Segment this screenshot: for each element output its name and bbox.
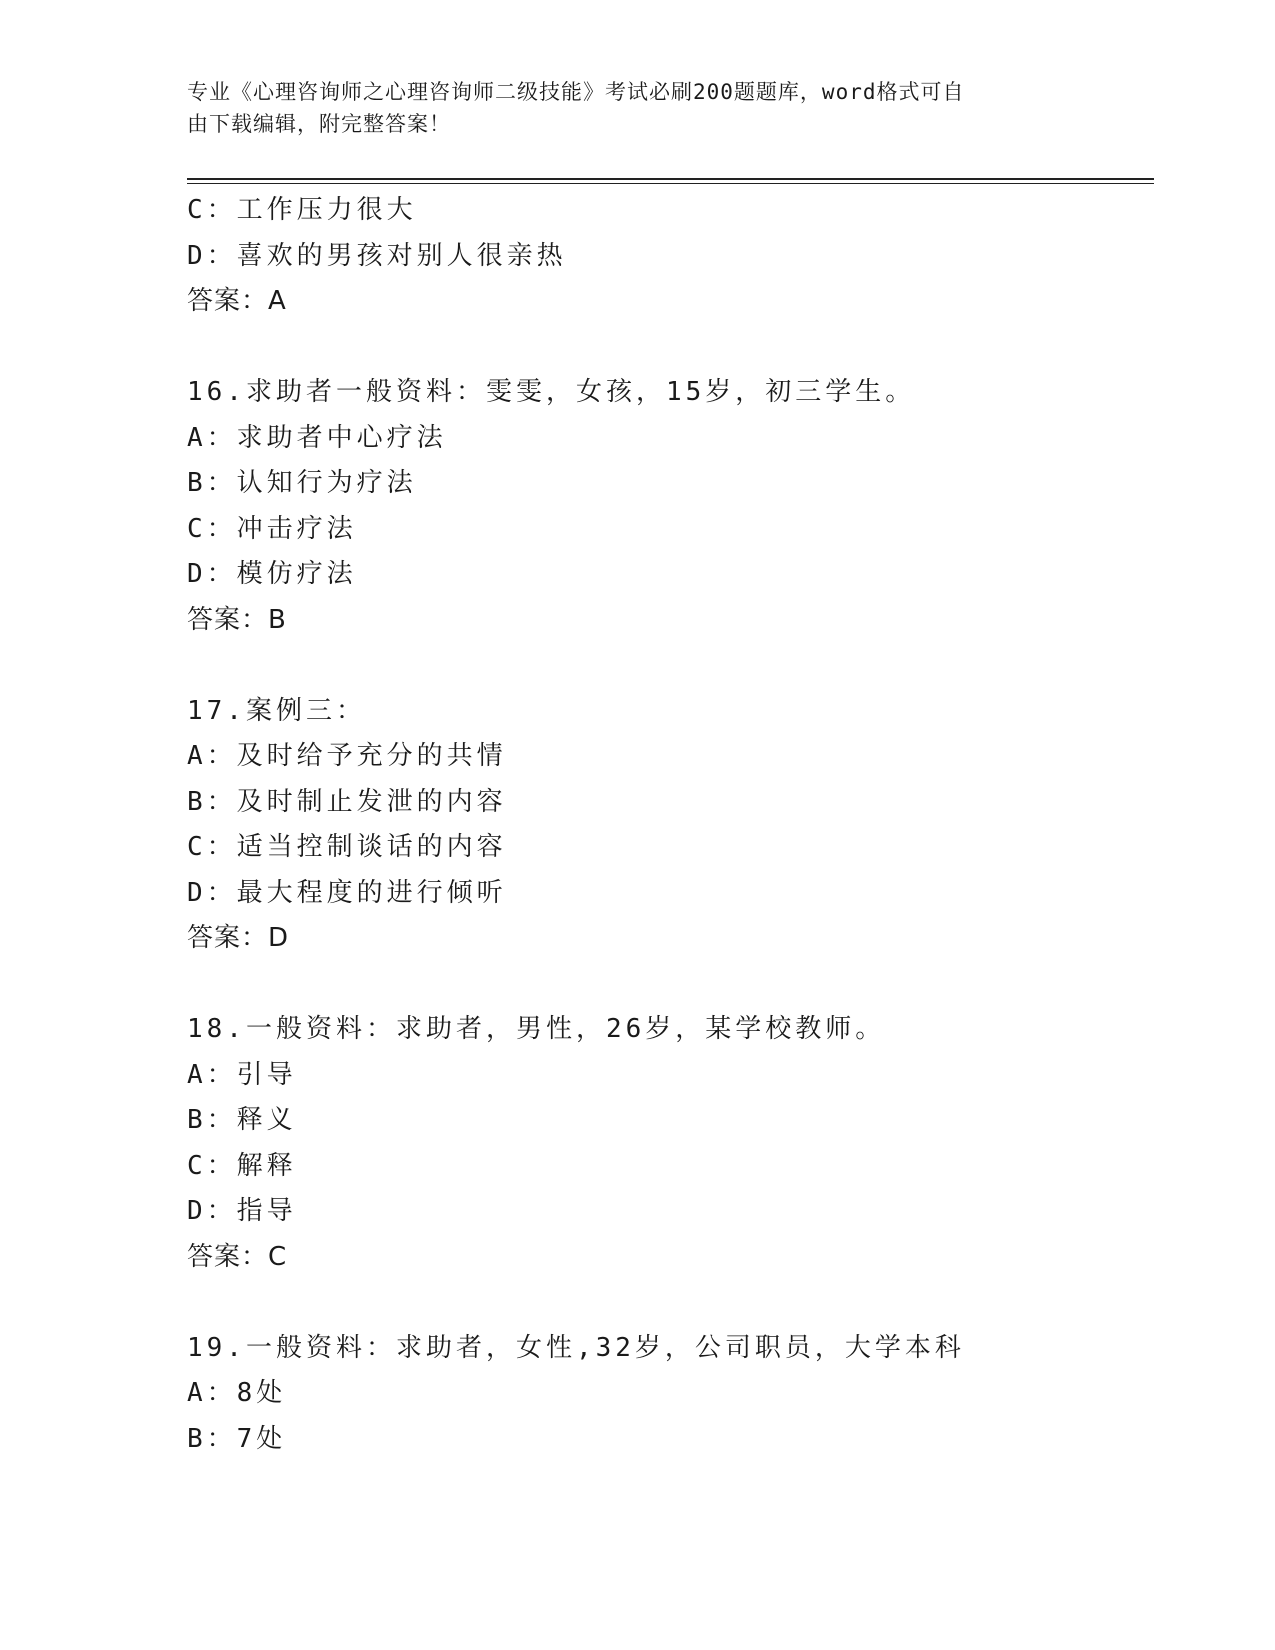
option-text: 最大程度的进行倾听 (236, 877, 507, 908)
option-d (187, 234, 1147, 280)
question-19 (187, 1326, 1147, 1463)
answer-line: 答案：D (187, 923, 290, 953)
option-label: B： (187, 468, 237, 498)
option-label: D： (187, 559, 237, 589)
option-label: A： (187, 741, 237, 771)
option-a (187, 1371, 1147, 1417)
option-text: 喜欢的男孩对别人很亲热 (236, 240, 567, 271)
option-text: 及时制止发泄的内容 (236, 786, 507, 817)
option-label: C： (187, 832, 237, 862)
option-label: B： (187, 786, 237, 817)
spacer (187, 325, 1147, 371)
header-divider-thin (187, 183, 1154, 184)
option-text: 释义 (236, 1105, 297, 1135)
question-stem: 16.求助者一般资料：雯雯，女孩，15岁，初三学生。 (187, 377, 916, 407)
option-text: 认知行为疗法 (236, 468, 417, 498)
option-label: B： (187, 1423, 237, 1454)
answer-line: 答案：B (187, 604, 287, 635)
option-text: 模仿疗法 (236, 559, 357, 589)
option-b (187, 780, 1147, 826)
answer-line: 答案：A (187, 286, 287, 316)
option-label: C： (187, 1150, 237, 1181)
option-text: 及时给予充分的共情 (236, 741, 507, 771)
question-16 (187, 370, 1147, 643)
option-text: 解释 (236, 1150, 297, 1181)
option-text: 指导 (236, 1196, 297, 1226)
option-text: 7处 (236, 1423, 287, 1454)
option-c (187, 188, 1147, 234)
option-label: D： (187, 877, 237, 908)
option-text: 求助者中心疗法 (236, 422, 447, 453)
option-label: A： (187, 1378, 237, 1408)
question-17 (187, 689, 1147, 962)
option-label: B： (187, 1105, 237, 1135)
question-stem: 17.案例三： (187, 695, 366, 726)
option-text: 引导 (236, 1059, 297, 1090)
spacer (187, 962, 1147, 1008)
option-label: A： (187, 422, 237, 453)
header-line-2: 由下载编辑，附完整答案！ (187, 112, 451, 136)
option-d (187, 1189, 1147, 1235)
option-b (187, 1098, 1147, 1144)
answer-line: 答案：C (187, 1241, 288, 1272)
spacer (187, 1280, 1147, 1326)
option-a (187, 734, 1147, 780)
option-b (187, 1417, 1147, 1463)
spacer (187, 643, 1147, 689)
option-label: C： (187, 195, 237, 225)
header-line-1: 专业《心理咨询师之心理咨询师二级技能》考试必刷200题题库，word格式可自 (187, 80, 965, 104)
option-d (187, 552, 1147, 598)
question-stem: 19.一般资料：求助者，女性,32岁，公司职员，大学本科 (187, 1332, 965, 1363)
option-label: D： (187, 1196, 237, 1226)
option-c (187, 507, 1147, 553)
option-text: 8处 (236, 1378, 287, 1408)
option-text: 适当控制谈话的内容 (236, 832, 507, 862)
header-divider-thick (187, 178, 1154, 180)
option-c (187, 825, 1147, 871)
question-list (187, 188, 1147, 1462)
option-d (187, 871, 1147, 917)
option-label: D： (187, 240, 237, 271)
option-text: 冲击疗法 (236, 513, 357, 544)
option-label: C： (187, 513, 237, 544)
option-b (187, 461, 1147, 507)
question-15-tail (187, 188, 1147, 325)
option-label: A： (187, 1059, 237, 1090)
option-a (187, 1053, 1147, 1099)
question-18 (187, 1007, 1147, 1280)
option-text: 工作压力很大 (236, 195, 417, 225)
option-a (187, 416, 1147, 462)
question-stem: 18.一般资料：求助者，男性，26岁，某学校教师。 (187, 1014, 886, 1044)
document-header (187, 76, 1087, 140)
option-c (187, 1144, 1147, 1190)
